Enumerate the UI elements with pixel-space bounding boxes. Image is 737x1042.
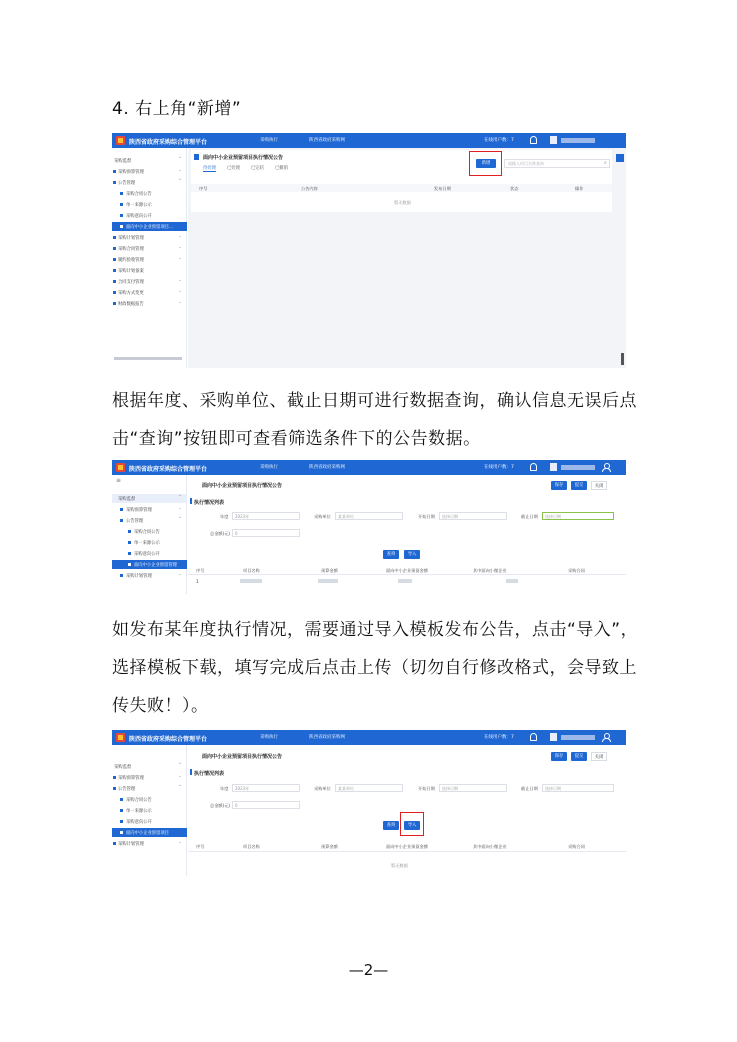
avatar[interactable] (550, 136, 557, 144)
section-title: 执行情况列表 (194, 500, 225, 506)
app-title: 陕西省政府采购综合管理平台 (129, 466, 208, 473)
sidebar-item-single-source[interactable]: 单一来源公示 (112, 538, 187, 547)
sidebar-item-notice[interactable]: 公告管理 ^ (112, 784, 187, 793)
app-title: 陕西省政府采购综合管理平台 (129, 139, 208, 146)
sidebar-item-intent[interactable]: 采购意向公开 (112, 817, 187, 826)
bell-icon[interactable] (530, 463, 537, 471)
page-title: 面向中小企业预留项目执行情况公告 (202, 754, 283, 760)
sidebar-item-single-source[interactable]: 单一来源公示 (112, 200, 187, 209)
sidebar-item-intent[interactable]: 采购意向公开 (112, 211, 187, 220)
screenshot-new-announcement (112, 133, 626, 368)
tab-pending[interactable]: 待处理 (203, 166, 216, 171)
start-date-label: 开始日期 (418, 514, 435, 519)
nav-procurement-site[interactable]: 陕西省政府采购网 (309, 735, 345, 740)
sidebar-item-sme-reserved[interactable]: 面向中小企业预留项目... (112, 222, 187, 231)
para1-line1: 根据年度、采购单位、截止日期可进行数据查询，确认信息无误后点 (112, 391, 637, 411)
main-scrollbar[interactable] (621, 353, 624, 365)
sidebar-item-sme-reserved[interactable]: 面向中小企业预留项目 (112, 828, 187, 837)
unit-field[interactable]: 某某单位 (335, 512, 403, 520)
platform-logo-icon (116, 733, 125, 742)
page-number: —2— (348, 961, 389, 979)
sidebar-item-method-change[interactable]: 采购方式变更 ⌄ (112, 288, 187, 297)
sidebar-item-contract-notice[interactable]: 采购合同公告 (112, 189, 187, 198)
amount-label: 总金额(元) (210, 803, 231, 808)
table-row[interactable]: 1 (188, 576, 626, 586)
avatar[interactable] (550, 463, 557, 471)
end-date-label: 截止日期 (521, 786, 538, 791)
menu-icon[interactable]: ≡ (116, 477, 122, 484)
sidebar-scrollbar[interactable] (114, 357, 182, 360)
platform-logo-icon (116, 463, 125, 472)
page-title: 面向中小企业预留项目执行情况公告 (202, 483, 283, 489)
search-icon[interactable]: ⌕ (604, 160, 607, 166)
bell-icon[interactable] (530, 733, 537, 741)
end-date-field[interactable]: 选择日期 (542, 784, 614, 792)
tab-completed[interactable]: 已完结 (251, 166, 264, 171)
sidebar-item-sme-reserved[interactable]: 面向中小企业预留管理 (112, 560, 187, 569)
tab-revoked[interactable]: 已撤销 (275, 166, 288, 171)
nav-purchase-exec[interactable]: 采购执行 (260, 465, 278, 470)
step-heading: 4. 右上角“新增” (112, 99, 242, 119)
nav-purchase-exec[interactable]: 采购执行 (260, 735, 278, 740)
app-header (112, 460, 626, 475)
tab-processed[interactable]: 已处理 (227, 166, 240, 171)
section-marker (190, 769, 192, 775)
unit-label: 采购单位 (314, 786, 331, 791)
para2-line2: 选择模板下载，填写完成后点击上传（切勿自行修改格式，会导致上 (112, 658, 637, 678)
sidebar (112, 475, 187, 594)
main-area (188, 148, 626, 368)
username-redacted (561, 465, 595, 470)
sidebar-item-single-source[interactable]: 单一来源公示 (112, 806, 187, 815)
highlight-box (400, 812, 424, 836)
sidebar-item-budget[interactable]: 采购预算管理 ⌄ (112, 167, 187, 176)
close-button[interactable]: 关闭 (591, 481, 607, 490)
sidebar-item-supervision[interactable]: 采购监督 ^ (114, 763, 182, 770)
sidebar-item-fiscal-report[interactable]: 财政数据报告 ⌄ (112, 299, 187, 308)
sidebar-item-budget[interactable]: 采购预算管理 ⌄ (112, 773, 187, 782)
sidebar-item-notice[interactable]: 公告管理 ^ (112, 178, 187, 187)
sidebar-item-payment[interactable]: 合同支付管理 ⌄ (112, 277, 187, 286)
main-area (188, 745, 626, 876)
sidebar-item-supervision[interactable]: 采购监督 ^ (112, 494, 187, 503)
sidebar-item-contract[interactable]: 采购合同管理 ⌄ (112, 244, 187, 253)
unit-field[interactable]: 某某单位 (335, 784, 403, 792)
sidebar-item-intent[interactable]: 采购意向公开 (112, 549, 187, 558)
para2-line1: 如发布某年度执行情况，需要通过导入模板发布公告，点击“导入”， (112, 620, 639, 640)
sidebar (112, 745, 187, 876)
page-title: 面向中小企业预留项目执行情况公告 (203, 155, 284, 161)
sidebar-item-plan[interactable]: 采购计划管理 ⌄ (112, 839, 187, 848)
para1-line2: 击“查询”按钮即可查看筛选条件下的公告数据。 (112, 429, 481, 449)
query-button[interactable]: 查询 (383, 550, 399, 559)
empty-text: 暂无数据 (391, 863, 408, 868)
year-field[interactable]: 2023年 (232, 784, 300, 792)
year-label: 年度 (220, 514, 229, 519)
unit-label: 采购单位 (314, 514, 331, 519)
doc-icon (194, 154, 199, 160)
side-toggle-button[interactable] (616, 154, 624, 162)
app-header (112, 730, 626, 745)
list-panel (191, 150, 612, 212)
sidebar-item-contract-notice[interactable]: 采购合同公告 (112, 795, 187, 804)
query-button[interactable]: 查询 (383, 821, 399, 830)
screenshot-query (112, 460, 626, 594)
bell-icon[interactable] (530, 136, 537, 144)
sidebar-item-supervision[interactable]: 采购监督 ^ (114, 157, 182, 164)
amount-label: 总金额(元) (210, 531, 231, 536)
platform-logo-icon (116, 136, 125, 145)
new-button[interactable]: 新增 (476, 159, 496, 168)
table-header: 序号 项目名称 预算金额 面向中小企业预留金额 其中面向小微企业 采购合同 (188, 841, 626, 852)
start-date-field[interactable]: 选择日期 (439, 512, 507, 520)
sidebar-item-plan[interactable]: 采购计划管理 ⌄ (112, 233, 187, 242)
import-button[interactable]: 导入 (404, 821, 420, 830)
amount-field[interactable]: 0 (232, 801, 300, 809)
main-area (188, 475, 626, 594)
table-header: 序号 公告内容 发布日期 状态 操作 (191, 184, 612, 192)
submit-button[interactable]: 提交 (571, 752, 587, 761)
save-button[interactable]: 保存 (551, 752, 567, 761)
online-users: 在线用户数：7 (484, 735, 514, 740)
sidebar-item-notice[interactable]: 公告管理 ^ (112, 516, 187, 525)
screenshot-import (112, 730, 626, 876)
amount-field[interactable]: 0 (232, 529, 300, 537)
username-redacted (561, 138, 595, 143)
user-icon[interactable] (602, 733, 609, 741)
username-redacted (561, 735, 595, 740)
end-date-field[interactable]: 选择日期 (542, 512, 614, 520)
section-title: 执行情况列表 (194, 771, 225, 777)
sidebar-item-budget[interactable]: 采购预算管理 ⌄ (112, 505, 187, 514)
section-marker (190, 498, 192, 504)
online-users: 在线用户数：7 (484, 138, 514, 143)
year-field[interactable]: 2023年 (232, 512, 300, 520)
submit-button[interactable]: 提交 (571, 481, 587, 490)
app-title: 陕西省政府采购综合管理平台 (129, 736, 208, 743)
online-users: 在线用户数：7 (484, 465, 514, 470)
sidebar-item-contract-notice[interactable]: 采购合同公告 (112, 527, 187, 536)
search-input[interactable]: 请输入项目名称查询 (504, 159, 610, 168)
end-date-label: 截止日期 (521, 514, 538, 519)
start-date-field[interactable]: 选择日期 (439, 784, 507, 792)
table-header: 序号 项目名称 预算金额 面向中小企业预留金额 其中面向小微企业 采购合同 (188, 565, 626, 575)
year-label: 年度 (220, 786, 229, 791)
import-button[interactable]: 导入 (404, 550, 420, 559)
sidebar (112, 148, 187, 368)
save-button[interactable]: 保存 (551, 481, 567, 490)
sidebar-item-plan-filing[interactable]: 采购计划备案 (112, 266, 187, 275)
nav-procurement-site[interactable]: 陕西省政府采购网 (309, 465, 345, 470)
para2-line3: 传失败！）。 (112, 696, 209, 716)
sidebar-item-plan[interactable]: 采购计划管理 ⌄ (112, 571, 187, 580)
nav-procurement-site[interactable]: 陕西省政府采购网 (309, 138, 345, 143)
avatar[interactable] (550, 733, 557, 741)
highlight-box (469, 151, 502, 176)
empty-text: 暂无数据 (394, 200, 411, 205)
sidebar-item-acceptance[interactable]: 履约验收管理 ⌄ (112, 255, 187, 264)
user-icon[interactable] (602, 463, 609, 471)
close-button[interactable]: 关闭 (591, 752, 607, 761)
nav-purchase-exec[interactable]: 采购执行 (260, 138, 278, 143)
start-date-label: 开始日期 (418, 786, 435, 791)
app-header (112, 133, 626, 148)
